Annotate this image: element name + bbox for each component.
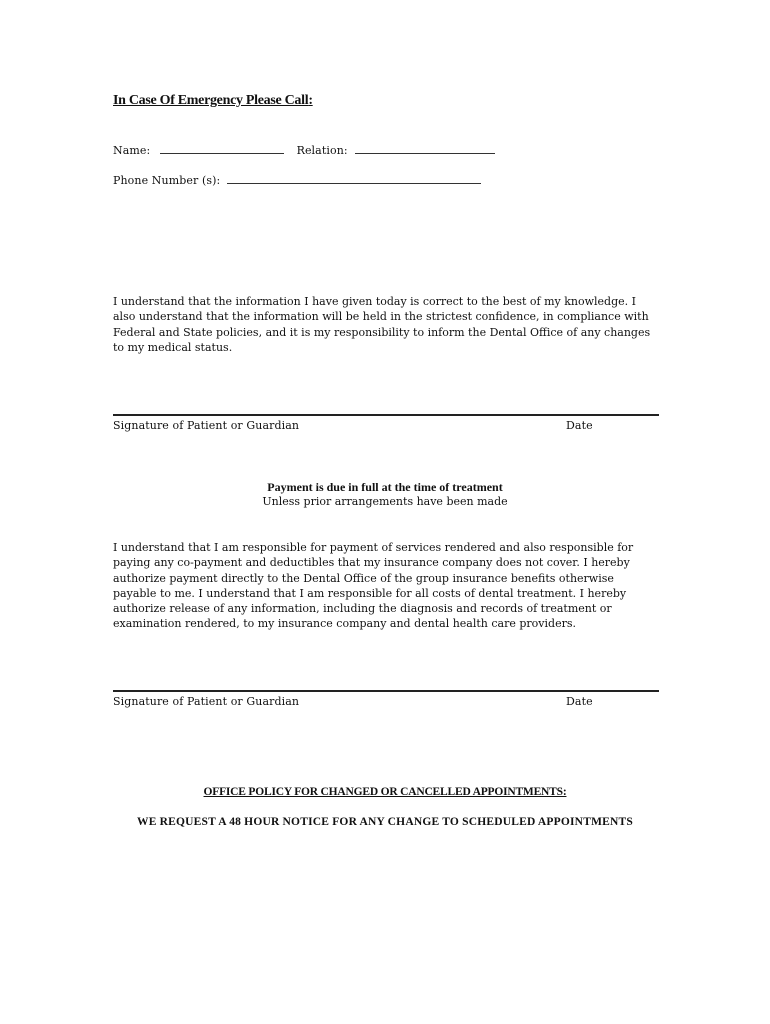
emergency-heading-text: In Case Of Emergency Please Call: [113, 93, 309, 108]
date-label-1: Date: [566, 419, 593, 432]
payment-subtitle: Unless prior arrangements have been made: [262, 495, 508, 508]
relation-field[interactable]: [355, 143, 495, 154]
payment-paragraph: I understand that I am responsible for payment of services rendered and also responsible for paying any co-payment and deductibles that my insurance company does not cover. I hereby authorize payment directly to the Dental Office of the group insurance benefits otherwise payable to me. I understand that I am responsible for all costs of dental treatment. I hereby authorize release of any information, including the diagnosis and records of treatment or examination rendered, to my insurance company and dental health care providers.: [113, 541, 634, 631]
emergency-heading: [113, 93, 313, 109]
phone-row: [113, 173, 481, 187]
date-label-2: Date: [566, 695, 593, 708]
name-field[interactable]: [160, 143, 284, 154]
policy-title: OFFICE POLICY FOR CHANGED OR CANCELLED APPOINTMENTS:: [203, 786, 567, 798]
payment-title: Payment is due in full at the time of treatment: [267, 480, 503, 494]
policy-notice: WE REQUEST A 48 HOUR NOTICE FOR ANY CHANGE TO SCHEDULED APPOINTMENTS: [137, 816, 633, 828]
name-row: [113, 143, 495, 157]
signature-label-1: Signature of Patient or Guardian: [113, 419, 300, 432]
emergency-heading-colon: :: [308, 93, 313, 108]
signature-line-2[interactable]: [113, 690, 659, 692]
signature-label-2: Signature of Patient or Guardian: [113, 695, 300, 708]
consent-paragraph: I understand that the information I have given today is correct to the best of my knowledge. I also understand that the information will be held in the strictest confidence, in compliance with Federal and State policies, and it is my responsibility to inform the Dental Office of any changes to my medical status.: [113, 295, 651, 354]
phone-label: Phone Number (s):: [113, 174, 221, 187]
relation-label: Relation:: [296, 144, 348, 157]
signature-line-1[interactable]: [113, 414, 659, 416]
name-label: Name:: [113, 144, 151, 157]
phone-field[interactable]: [227, 173, 481, 184]
